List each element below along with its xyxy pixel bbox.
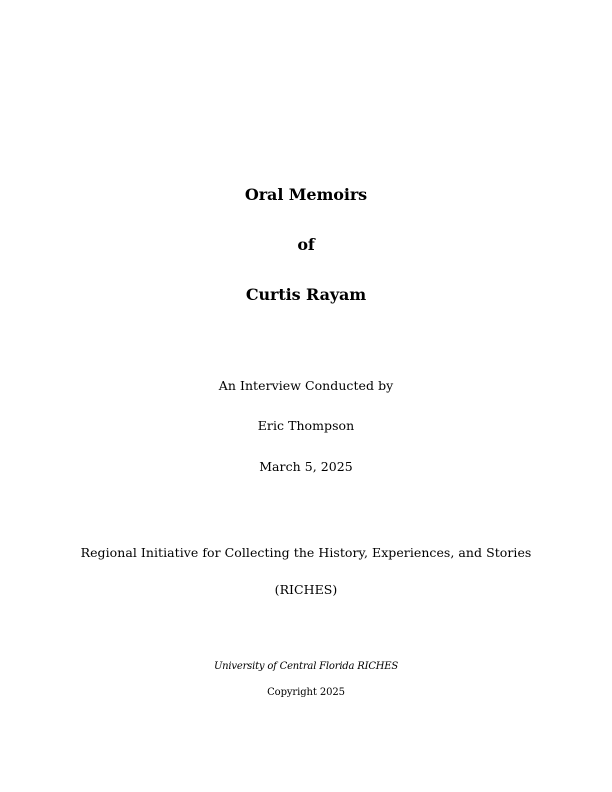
title-line-of: of xyxy=(297,235,315,254)
interview-date: March 5, 2025 xyxy=(259,459,353,474)
interviewer-name: Eric Thompson xyxy=(257,418,355,433)
program-name: Regional Initiative for Collecting the History, Experiences, and Stories xyxy=(80,545,532,560)
program-acronym: (RICHES) xyxy=(274,582,338,597)
interview-conducted-by-label: An Interview Conducted by xyxy=(218,378,394,393)
title-line-oral-memoirs: Oral Memoirs xyxy=(244,185,368,204)
institution-name: University of Central Florida RICHES xyxy=(213,661,399,672)
copyright-notice: Copyright 2025 xyxy=(267,687,345,698)
title-line-subject-name: Curtis Rayam xyxy=(245,285,367,304)
